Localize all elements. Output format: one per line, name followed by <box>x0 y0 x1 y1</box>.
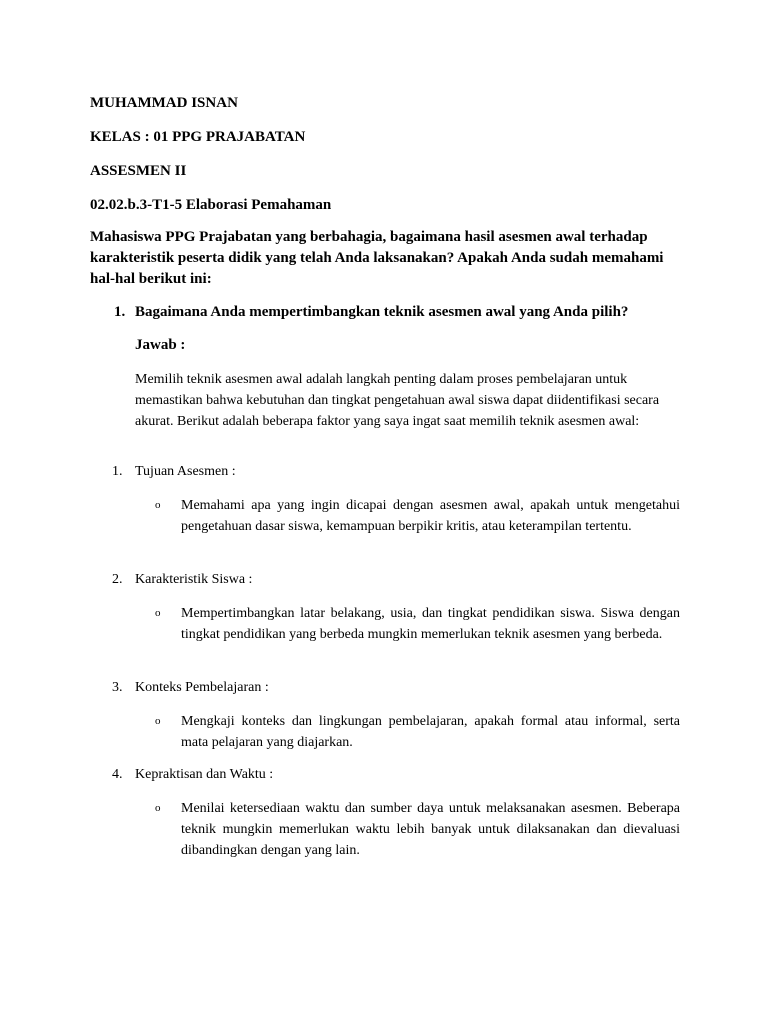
factor-number: 3. <box>112 680 123 695</box>
answer-intro-paragraph: Memilih teknik asesmen awal adalah langkah penting dalam proses pembelajaran untuk memastikan bahwa kebutuhan dan tingkat pengetahuan awal siswa dapat diidentifikasi secara akurat. Berikut adalah beberapa faktor yang saya ingat saat memilih teknik asesmen awal: <box>135 372 660 429</box>
bullet-marker: o <box>155 802 161 814</box>
factor-title: Karakteristik Siswa : <box>135 572 253 587</box>
factor-number: 2. <box>112 572 123 587</box>
bullet-text: Menilai ketersediaan waktu dan sumber daya untuk melaksanakan asesmen. Beberapa teknik mungkin memerlukan waktu lebih banyak untuk dilaksanakan dan dievaluasi dibandingkan dengan yang lain. <box>181 801 680 858</box>
bullet-text: Memahami apa yang ingin dicapai dengan asesmen awal, apakah untuk mengetahui pengetahuan dasar siswa, kemampuan berpikir kritis, atau keterampilan tertentu. <box>181 498 680 534</box>
factor-title: Kepraktisan dan Waktu : <box>135 767 274 782</box>
factor-heading <box>112 678 269 698</box>
question-text: Bagaimana Anda mempertimbangkan teknik asesmen awal yang Anda pilih? <box>135 304 629 320</box>
assignment-code: 02.02.b.3-T1-5 Elaborasi Pemahaman <box>90 197 332 213</box>
factor-heading <box>112 570 252 590</box>
factor-title: Tujuan Asesmen : <box>135 464 236 479</box>
answer-label: Jawab : <box>135 337 186 353</box>
factor-heading <box>112 462 236 482</box>
factor-number: 1. <box>112 464 123 479</box>
question-number: 1. <box>114 304 126 320</box>
bullet-marker: o <box>155 607 161 619</box>
bullet-text: Mengkaji konteks dan lingkungan pembelajaran, apakah formal atau informal, serta mata pelajaran yang diajarkan. <box>181 714 680 750</box>
intro-paragraph: Mahasiswa PPG Prajabatan yang berbahagia, bagaimana hasil asesmen awal terhadap karakteristik peserta didik yang telah Anda laksanakan? Apakah Anda sudah memahami hal-hal berikut ini: <box>90 229 664 287</box>
factor-heading <box>112 765 273 785</box>
factor-number: 4. <box>112 767 123 782</box>
bullet-marker: o <box>155 499 161 511</box>
class-label: KELAS : 01 PPG PRAJABATAN <box>90 129 306 145</box>
bullet-marker: o <box>155 715 161 727</box>
bullet-text: Mempertimbangkan latar belakang, usia, dan tingkat pendidikan siswa. Siswa dengan tingkat pendidikan yang berbeda mungkin memerlukan teknik asesmen yang berbeda. <box>181 606 680 642</box>
assessment-title: ASSESMEN II <box>90 163 187 179</box>
student-name: MUHAMMAD ISNAN <box>90 95 238 111</box>
factor-title: Konteks Pembelajaran : <box>135 680 269 695</box>
